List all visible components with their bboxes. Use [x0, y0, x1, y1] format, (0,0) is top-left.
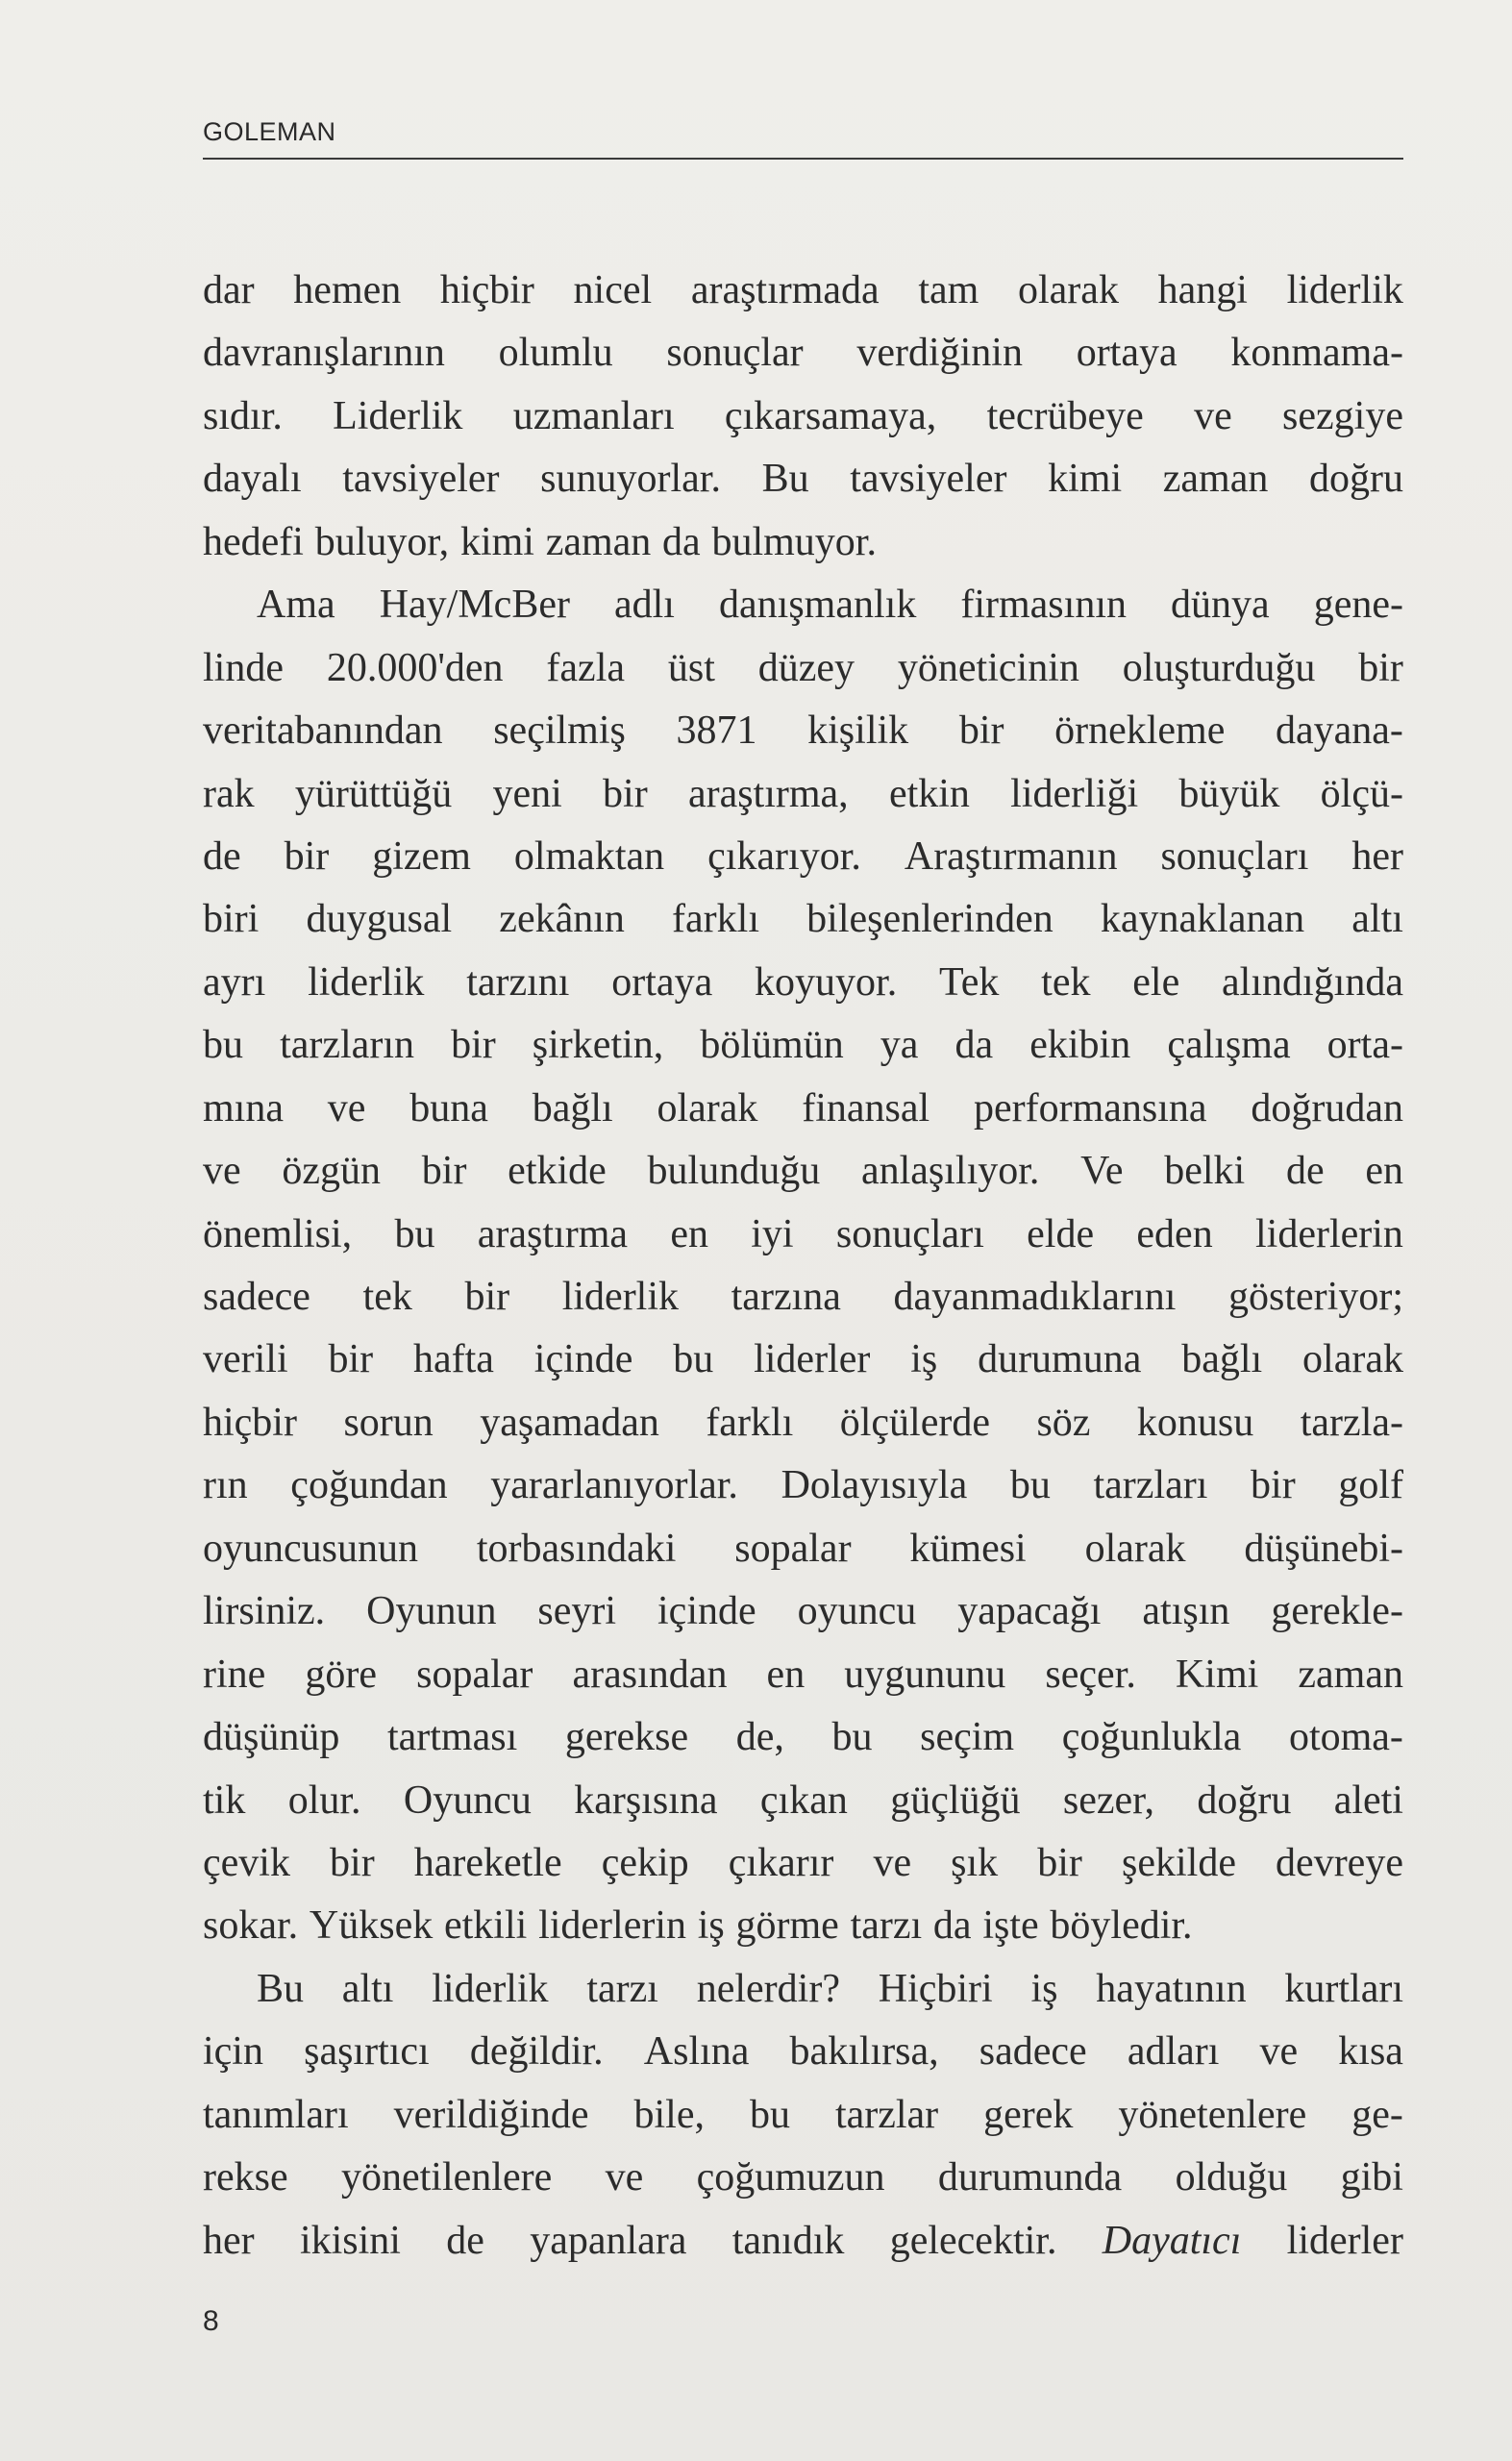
word: Aslına	[643, 2029, 750, 2075]
word: verili	[203, 1337, 288, 1382]
word: Oyuncu	[403, 1777, 532, 1823]
word: tavsiyeler	[850, 457, 1007, 502]
text-line	[203, 2084, 1403, 2147]
text-line	[203, 1644, 1403, 1706]
word: tarzla-	[1300, 1400, 1403, 1445]
word: ikisini	[299, 2218, 401, 2263]
text-line	[203, 322, 1403, 385]
word: güçlüğü	[890, 1777, 1021, 1823]
word: düşünüp	[203, 1715, 340, 1760]
word: sezgiye	[1282, 393, 1403, 438]
text-line	[203, 1580, 1403, 1643]
word: Hay/McBer	[379, 583, 570, 628]
word: hiçbir	[203, 1400, 297, 1445]
word: örnekleme	[1054, 708, 1226, 754]
word: tanıdık	[731, 2218, 845, 2263]
word: uygununu	[844, 1652, 1006, 1697]
word: ölçülerde	[839, 1400, 990, 1445]
word: karşısına	[574, 1777, 718, 1823]
word: bu	[203, 1023, 243, 1068]
word: yönetilenlere	[340, 2155, 553, 2200]
word: seçilmiş	[493, 708, 626, 754]
word: tarzını	[466, 959, 570, 1005]
word: de	[1285, 1149, 1325, 1194]
word: oyuncusunun	[203, 1526, 418, 1571]
word: altı	[341, 1966, 394, 2011]
word: bileşenlerinden	[806, 897, 1053, 942]
word: Oyunun	[366, 1589, 497, 1634]
word: şaşırtıcı	[304, 2029, 430, 2075]
text-line	[203, 826, 1403, 888]
word: bağlı	[1181, 1337, 1263, 1382]
word: kümesi	[909, 1526, 1027, 1571]
word: alındığında	[1222, 959, 1403, 1005]
word: ele	[1132, 959, 1180, 1005]
word: ve	[1259, 2029, 1299, 2075]
text-line	[203, 1895, 1403, 1957]
word: zaman	[1298, 1652, 1403, 1697]
word: otoma-	[1288, 1715, 1403, 1760]
word: her	[1351, 833, 1403, 879]
text-line	[203, 1392, 1403, 1454]
text-line	[203, 1706, 1403, 1769]
word: Dayatıcı	[1102, 2218, 1242, 2263]
text-line	[203, 763, 1403, 826]
word: çalışma	[1167, 1023, 1291, 1068]
text-line	[203, 448, 1403, 510]
text-line	[203, 574, 1403, 636]
text-line	[203, 1266, 1403, 1329]
text-line	[203, 888, 1403, 951]
text-line	[203, 1140, 1403, 1203]
word: liderlik	[308, 959, 425, 1005]
word: dayanmadıklarını	[893, 1275, 1177, 1319]
word: gelecektir.	[889, 2218, 1057, 2263]
word: ge-	[1351, 2092, 1403, 2137]
word: de	[446, 2218, 484, 2263]
word: kısa	[1338, 2029, 1403, 2075]
word: bir	[421, 1149, 467, 1194]
word: orta-	[1326, 1023, 1403, 1068]
word: olduğu	[1175, 2155, 1288, 2200]
word: çıkan	[759, 1777, 848, 1823]
word: gizem	[372, 833, 471, 879]
word: Tek	[939, 959, 1000, 1005]
word: iş	[910, 1337, 938, 1382]
word: kimi	[459, 519, 534, 564]
word: adları	[1127, 2029, 1220, 2075]
word: farklı	[672, 897, 759, 942]
word: tarzına	[731, 1275, 841, 1319]
word: Araştırmanın	[904, 833, 1118, 879]
word: bölümün	[700, 1023, 844, 1068]
word: her	[203, 2218, 255, 2263]
word: sıdır.	[203, 393, 283, 438]
word: bir	[464, 1275, 510, 1319]
word: olur.	[287, 1777, 361, 1823]
word: düşünebi-	[1244, 1526, 1403, 1571]
text-line	[203, 2021, 1403, 2083]
word: veritabanından	[203, 708, 443, 754]
word: gerekse	[564, 1715, 689, 1760]
word: bir	[958, 708, 1004, 754]
word: çoğumuzun	[696, 2155, 885, 2200]
word: araştırma	[477, 1211, 629, 1256]
word: tarzı	[850, 1903, 923, 1949]
word: hiçbir	[439, 268, 534, 312]
word: ve	[873, 1840, 912, 1885]
word: Hiçbiri	[878, 1966, 993, 2011]
word: hemen	[293, 268, 402, 312]
word: tecrübeye	[986, 393, 1144, 438]
word: sadece	[203, 1275, 310, 1319]
word: tek	[1041, 959, 1091, 1005]
word: şık	[951, 1840, 999, 1885]
text-line	[203, 1958, 1403, 2021]
word: adlı	[614, 583, 675, 628]
word: bu	[1009, 1463, 1051, 1508]
word: ortaya	[611, 959, 713, 1005]
word: danışmanlık	[719, 583, 917, 628]
word: anlaşılıyor.	[860, 1149, 1040, 1194]
word: Ama	[257, 583, 335, 628]
word: 20.000'den	[326, 645, 504, 690]
word: bakılırsa,	[789, 2029, 939, 2075]
word: olarak	[1018, 268, 1119, 312]
word: Ve	[1080, 1149, 1124, 1194]
word: liderliği	[1010, 771, 1139, 816]
text-line	[203, 1078, 1403, 1140]
word: tanımları	[203, 2092, 349, 2137]
word: yapanlara	[530, 2218, 687, 2263]
word: konmama-	[1230, 331, 1403, 376]
word: konusu	[1136, 1400, 1254, 1445]
word: sadece	[979, 2029, 1087, 2075]
text-line	[203, 1014, 1403, 1077]
word: belki	[1164, 1149, 1246, 1194]
word: hangi	[1157, 268, 1248, 312]
word: altı	[1351, 897, 1403, 942]
word: nicel	[573, 268, 653, 312]
word: bulunduğu	[647, 1149, 821, 1194]
word: etkili	[443, 1903, 528, 1949]
word: iş	[1030, 1966, 1058, 2011]
word: yöneticinin	[897, 645, 1079, 690]
word: böyledir.	[1050, 1903, 1193, 1949]
word: Dolayısıyla	[781, 1463, 968, 1508]
word: duygusal	[306, 897, 453, 942]
word: bu	[831, 1715, 873, 1760]
word: de,	[735, 1715, 784, 1760]
word: kaynaklanan	[1100, 897, 1305, 942]
text-line	[203, 260, 1403, 322]
word: tik	[203, 1777, 246, 1823]
word: bile,	[633, 2092, 705, 2137]
word: göre	[305, 1652, 378, 1697]
word: çıkarır	[728, 1840, 834, 1885]
word: liderler	[754, 1337, 871, 1382]
word: önemlisi,	[203, 1211, 353, 1256]
word: değildir.	[469, 2029, 604, 2075]
word: zaman	[1162, 457, 1269, 502]
text-line	[203, 952, 1403, 1014]
word: dayana-	[1276, 708, 1403, 754]
text-line	[203, 637, 1403, 700]
word: bulmuyor.	[711, 519, 877, 564]
word: gösteriyor;	[1228, 1275, 1403, 1319]
word: sokar.	[203, 1903, 299, 1949]
word: tam	[918, 268, 979, 312]
word: buluyor,	[314, 519, 450, 564]
word: tek	[362, 1275, 412, 1319]
word: araştırmada	[690, 268, 880, 312]
word: sonuçlar	[666, 331, 804, 376]
word: yapacağı	[957, 1589, 1102, 1634]
word: bir	[451, 1023, 496, 1068]
text-line	[203, 385, 1403, 448]
word: ve	[203, 1149, 241, 1194]
word: hareketle	[413, 1840, 562, 1885]
word: liderlik	[561, 1275, 680, 1319]
text-line	[203, 1329, 1403, 1391]
word: kimi	[1048, 457, 1123, 502]
word: görme	[735, 1903, 839, 1949]
word: torbasındaki	[476, 1526, 677, 1571]
word: rın	[203, 1463, 248, 1508]
word: arasından	[572, 1652, 728, 1697]
word: doğrudan	[1251, 1085, 1403, 1131]
word: doğru	[1308, 457, 1403, 502]
body-text	[203, 260, 1403, 2273]
word: liderlik	[1286, 268, 1403, 312]
word: bir	[603, 771, 648, 816]
word: biri	[203, 897, 260, 942]
word: yürüttüğü	[294, 771, 453, 816]
word: hedefi	[203, 519, 304, 564]
word: koyuyor.	[755, 959, 898, 1005]
word: tavsiyeler	[342, 457, 500, 502]
word: ya	[880, 1023, 919, 1068]
text-line	[203, 1770, 1403, 1832]
word: bir	[284, 833, 330, 879]
word: ortaya	[1076, 331, 1177, 376]
word: bir	[1037, 1840, 1082, 1885]
word: golf	[1338, 1463, 1403, 1508]
word: durumunda	[937, 2155, 1123, 2200]
word: içinde	[533, 1337, 633, 1382]
word: olumlu	[498, 331, 613, 376]
word: araştırma,	[687, 771, 849, 816]
word: liderlerin	[538, 1903, 686, 1949]
word: sezer,	[1062, 1777, 1154, 1823]
text-line	[203, 1518, 1403, 1580]
word: bir	[1251, 1463, 1296, 1508]
word: ayrı	[203, 959, 266, 1005]
word: nelerdir?	[696, 1966, 840, 2011]
word: en	[670, 1211, 708, 1256]
page-number: 8	[203, 2305, 219, 2337]
word: olarak	[1084, 1526, 1186, 1571]
word: hafta	[412, 1337, 494, 1382]
word: işte	[982, 1903, 1039, 1949]
word: tarzlar	[834, 2092, 939, 2137]
word: yeni	[492, 771, 562, 816]
word: çevik	[203, 1840, 290, 1885]
word: gene-	[1313, 583, 1403, 628]
word: büyük	[1178, 771, 1280, 816]
word: liderler	[1286, 2218, 1403, 2263]
word: ve	[1194, 393, 1232, 438]
text-line	[203, 2210, 1403, 2273]
word: olmaktan	[513, 833, 665, 879]
word: verildiğinde	[393, 2092, 589, 2137]
word: bu	[749, 2092, 790, 2137]
word: bir	[330, 1840, 375, 1885]
word: şekilde	[1122, 1840, 1236, 1885]
word: de	[203, 833, 241, 879]
word: yararlanıyorlar.	[490, 1463, 738, 1508]
word: hayatının	[1096, 1966, 1247, 2011]
word: üst	[667, 645, 715, 690]
word: yaşamadan	[480, 1400, 659, 1445]
word: performansına	[973, 1085, 1207, 1131]
word: tarzları	[1093, 1463, 1208, 1508]
word: liderlerin	[1255, 1211, 1403, 1256]
word: seçim	[920, 1715, 1015, 1760]
word: bir	[1358, 645, 1403, 690]
word: seyri	[537, 1589, 617, 1634]
word: bir	[328, 1337, 374, 1382]
word: çoğunlukla	[1061, 1715, 1242, 1760]
word: 3871	[676, 708, 757, 754]
word: mına	[203, 1085, 284, 1131]
word: davranışlarının	[203, 331, 445, 376]
word: şirketin,	[532, 1023, 664, 1068]
word: rak	[203, 771, 255, 816]
word: tartması	[386, 1715, 518, 1760]
word: zaman	[545, 519, 652, 564]
word: elde	[1027, 1211, 1095, 1256]
word: Liderlik	[333, 393, 463, 438]
word: da	[954, 1023, 994, 1068]
word: fazla	[546, 645, 626, 690]
word: içinde	[657, 1589, 756, 1634]
word: Kimi	[1175, 1652, 1259, 1697]
word: bağlı	[532, 1085, 613, 1131]
text-line	[203, 1832, 1403, 1895]
word: Yüksek	[309, 1903, 434, 1949]
word: sopalar	[734, 1526, 852, 1571]
word: en	[766, 1652, 806, 1697]
word: için	[203, 2029, 263, 2075]
word: ölçü-	[1320, 771, 1403, 816]
word: dayalı	[203, 457, 302, 502]
word: zekânın	[499, 897, 625, 942]
word: farklı	[706, 1400, 794, 1445]
word: finansal	[802, 1085, 930, 1131]
word: özgün	[282, 1149, 382, 1194]
word: ve	[605, 2155, 644, 2200]
word: gibi	[1340, 2155, 1403, 2200]
running-head: GOLEMAN	[203, 117, 336, 146]
word: dünya	[1171, 583, 1270, 628]
word: olarak	[657, 1085, 758, 1131]
word: sonuçları	[1160, 833, 1309, 879]
word: durumuna	[978, 1337, 1142, 1382]
word: da	[932, 1903, 972, 1949]
word: iş	[697, 1903, 725, 1949]
word: çıkarıyor.	[707, 833, 861, 879]
word: etkin	[888, 771, 970, 816]
word: sonuçları	[835, 1211, 984, 1256]
text-line	[203, 700, 1403, 762]
word: lirsiniz.	[203, 1589, 326, 1634]
word: eden	[1136, 1211, 1213, 1256]
word: Bu	[761, 457, 809, 502]
word: devreye	[1276, 1840, 1403, 1885]
word: tarzı	[586, 1966, 658, 2011]
text-line	[203, 2147, 1403, 2209]
word: bu	[394, 1211, 435, 1256]
word: dar	[203, 268, 255, 312]
word: ve	[327, 1085, 366, 1131]
word: sorun	[343, 1400, 434, 1445]
word: ekibin	[1029, 1023, 1131, 1068]
word: liderlik	[432, 1966, 549, 2011]
word: oyuncu	[797, 1589, 917, 1634]
word: çekip	[601, 1840, 689, 1885]
word: da	[662, 519, 701, 564]
header-rule	[203, 158, 1403, 160]
word: çıkarsamaya,	[724, 393, 937, 438]
word: kişilik	[807, 708, 909, 754]
word: kurtları	[1284, 1966, 1403, 2011]
word: iyi	[751, 1211, 794, 1256]
word: rine	[203, 1652, 266, 1697]
word: doğru	[1197, 1777, 1292, 1823]
word: çoğundan	[290, 1463, 448, 1508]
word: verdiğinin	[856, 331, 1023, 376]
word: buna	[409, 1085, 488, 1131]
word: etkide	[508, 1149, 607, 1194]
word: sunuyorlar.	[540, 457, 721, 502]
word: söz	[1036, 1400, 1091, 1445]
word: oluşturduğu	[1122, 645, 1316, 690]
word: Bu	[257, 1966, 305, 2011]
word: rekse	[203, 2155, 288, 2200]
word: gerekle-	[1271, 1589, 1403, 1634]
word: firmasının	[960, 583, 1127, 628]
word: aleti	[1333, 1777, 1403, 1823]
word: tarzların	[280, 1023, 414, 1068]
text-line	[203, 511, 1403, 574]
word: olarak	[1302, 1337, 1403, 1382]
word: atışın	[1142, 1589, 1230, 1634]
word: gerek	[983, 2092, 1074, 2137]
word: bu	[673, 1337, 714, 1382]
text-line	[203, 1204, 1403, 1266]
word: linde	[203, 645, 284, 690]
word: en	[1365, 1149, 1403, 1194]
word: yönetenlere	[1118, 2092, 1307, 2137]
text-line	[203, 1454, 1403, 1517]
word: seçer.	[1045, 1652, 1136, 1697]
word: sopalar	[416, 1652, 533, 1697]
word: düzey	[757, 645, 855, 690]
word: uzmanları	[512, 393, 675, 438]
